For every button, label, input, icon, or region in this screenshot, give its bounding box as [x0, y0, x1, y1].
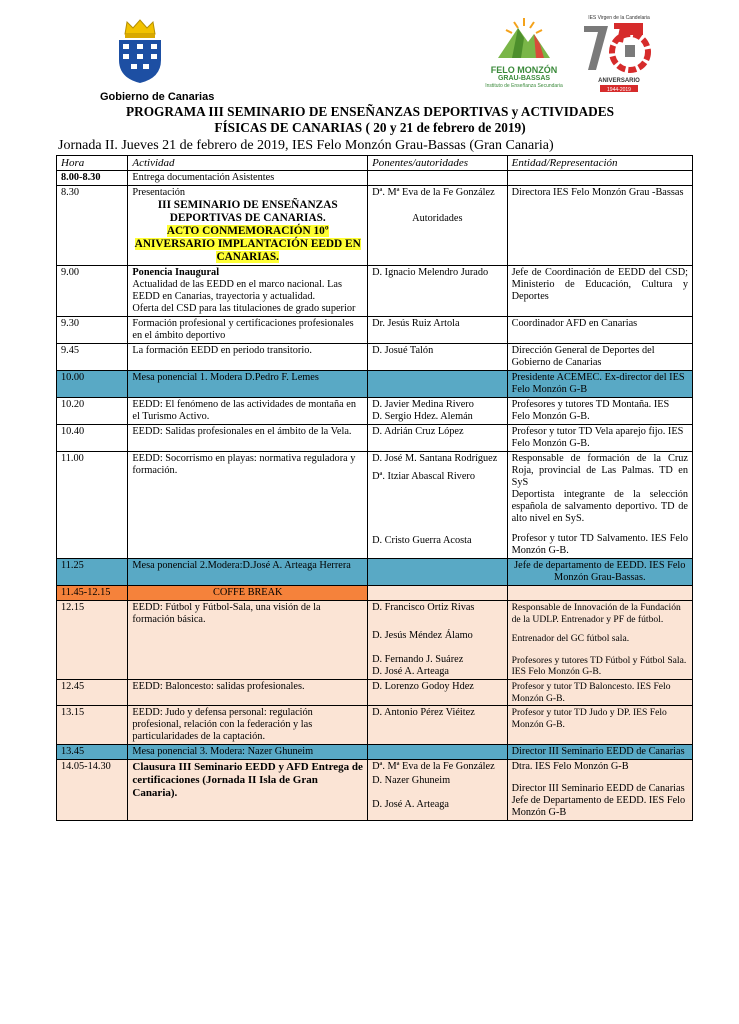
row-entidad: [507, 586, 692, 601]
row-ponentes: [368, 398, 508, 425]
anniversary-logo: [578, 12, 660, 96]
row-hora: 9.00: [57, 266, 128, 317]
row-entidad: [507, 171, 692, 186]
row-hora: 10.00: [57, 371, 128, 398]
row-actividad: [128, 266, 368, 317]
seven-digit-icon: [584, 26, 608, 70]
speaker-name: D. José A. Arteaga: [372, 666, 449, 677]
logo-bar: [0, 0, 739, 103]
entity-text: Responsable de formación de la Cruz Roja, provincial de Las Palmas. TD en SyS: [511, 453, 688, 488]
row-actividad: EEDD: Fútbol y Fútbol-Sala, una visión de la formación básica.: [128, 601, 368, 680]
row-ponentes: [368, 760, 508, 821]
program-table: [56, 155, 693, 821]
felo-tiny: Instituto de Enseñanza Secundaria: [485, 83, 563, 89]
row-hora: 14.05-14.30: [57, 760, 128, 821]
speaker-name: D. José A. Arteaga: [372, 799, 449, 810]
row-actividad: La formación EEDD en periodo transitorio.: [128, 344, 368, 371]
row-actividad: EEDD: Judo y defensa personal: regulación profesional, relación con la federación y las particularidades de la captación.: [128, 706, 368, 745]
entity-text: Profesores y tutores TD Fútbol y Fútbol Sala. IES Felo Monzón G-B.: [511, 654, 687, 677]
row-actividad: Formación profesional y certificaciones profesionales en el ámbito deportivo: [128, 317, 368, 344]
five-digit-icon: [614, 26, 640, 42]
row-actividad: Clausura III Seminario EEDD y AFD Entrega de certificaciones (Jornada II Isla de Gran Canaria).: [128, 760, 368, 821]
entity-text: Deportista integrante de la selección española de salvamento deportivo. TD de alto nivel en SyS.: [511, 489, 688, 524]
activity-text: Actualidad de las EEDD en el marco nacional. Las EEDD en Canarias, trayectoria y actualidad.: [132, 279, 342, 302]
row-hora: 9.30: [57, 317, 128, 344]
row-entidad: Profesor y tutor TD Vela aparejo fijo. IES Felo Monzón G-B.: [507, 425, 692, 452]
row-actividad: Mesa ponencial 2.Modera:D.José A. Arteaga Herrera: [128, 559, 368, 586]
gobierno-canarias-logo: [100, 18, 215, 103]
table-row: [57, 171, 693, 186]
row-actividad: EEDD: Socorrismo en playas: normativa reguladora y formación.: [128, 452, 368, 559]
row-actividad: EEDD: Salidas profesionales en el ámbito de la Vela.: [128, 425, 368, 452]
entity-text: Director III Seminario EEDD de Canarias: [511, 783, 685, 794]
row-ponentes: [368, 745, 508, 760]
row-entidad: Dirección General de Deportes del Gobierno de Canarias: [507, 344, 692, 371]
row-ponentes: [368, 186, 508, 266]
table-row: [57, 371, 693, 398]
row-entidad: Presidente ACEMEC. Ex-director del IES Felo Monzón G-B: [507, 371, 692, 398]
row-entidad: Coordinador AFD en Canarias: [507, 317, 692, 344]
row-entidad: Jefe de Coordinación de EEDD del CSD; Ministerio de Educación, Cultura y Deportes: [507, 266, 692, 317]
mountain-sun-icon: [494, 14, 554, 60]
entity-text: Jefe de Departamento de EEDD. IES Felo Monzón G-B: [511, 795, 686, 818]
row-hora: 10.40: [57, 425, 128, 452]
table-row: [57, 706, 693, 745]
row-actividad: Entrega documentación Asistentes: [128, 171, 368, 186]
row-ponentes: D. Lorenzo Godoy Hdez: [368, 680, 508, 706]
program-title-line-2: FÍSICAS DE CANARIAS ( 20 y 21 de febrero de 2019): [214, 120, 526, 135]
row-ponentes: D. Ignacio Melendro Jurado: [368, 266, 508, 317]
col-header-hora: Hora: [57, 156, 128, 171]
speaker-name: Dª. Mª Eva de la Fe González: [372, 761, 495, 772]
table-row: [57, 760, 693, 821]
row-entidad: Directora IES Felo Monzón Grau -Bassas: [507, 186, 692, 266]
felo-sub: GRAU-BASSAS: [497, 75, 551, 82]
row-hora: 12.45: [57, 680, 128, 706]
speaker-name: D. Javier Medina Rivero: [372, 399, 474, 410]
row-ponentes: D. Adrián Cruz López: [368, 425, 508, 452]
program-subtitle: Jornada II. Jueves 21 de febrero de 2019, IES Felo Monzón Grau-Bassas (Gran Canaria): [58, 138, 554, 153]
row-ponentes: [368, 559, 508, 586]
row-actividad: [128, 186, 368, 266]
activity-seminar-title: III SEMINARIO DE ENSEÑANZAS DEPORTIVAS DE CANARIAS.: [157, 199, 338, 224]
program-title-line-1: PROGRAMA III SEMINARIO DE ENSEÑANZAS DEPORTIVAS y ACTIVIDADES: [125, 104, 615, 119]
row-ponentes: D. Josué Talón: [368, 344, 508, 371]
row-hora: 11.25: [57, 559, 128, 586]
col-header-actividad: Actividad: [128, 156, 368, 171]
speaker-name: D. Sergio Hdez. Alemán: [372, 411, 473, 422]
coat-of-arms-icon: [113, 18, 167, 84]
table-row: [57, 317, 693, 344]
anniv-label: ANIVERSARIO: [598, 78, 640, 84]
activity-intro: Presentación: [132, 187, 185, 198]
row-hora: 13.15: [57, 706, 128, 745]
speaker-name: D. Fernando J. Suárez: [372, 654, 464, 665]
row-ponentes: Dr. Jesús Ruiz Artola: [368, 317, 508, 344]
row-entidad: [507, 601, 692, 680]
table-header-row: [57, 156, 693, 171]
row-entidad: [507, 452, 692, 559]
table-row: [57, 425, 693, 452]
speaker-name: D. Francisco Ortiz Rivas: [372, 602, 475, 613]
felo-monzon-logo: [478, 14, 570, 89]
speaker-name: D. Cristo Guerra Acosta: [372, 535, 472, 546]
table-row: [57, 452, 693, 559]
col-header-ponentes: Ponentes/autoridades: [368, 156, 508, 171]
row-actividad: Mesa ponencial 3. Modera: Nazer Ghuneim: [128, 745, 368, 760]
row-hora: 9.45: [57, 344, 128, 371]
speaker-name: Autoridades: [412, 213, 463, 224]
row-hora: 12.15: [57, 601, 128, 680]
table-row: [57, 186, 693, 266]
row-actividad: COFFE BREAK: [128, 586, 368, 601]
row-ponentes: [368, 171, 508, 186]
speaker-name: D. Jesús Méndez Álamo: [372, 630, 473, 641]
table-row: [57, 559, 693, 586]
row-entidad: [507, 760, 692, 821]
table-row: [57, 680, 693, 706]
row-hora: 11.45-12.15: [57, 586, 128, 601]
col-header-entidad: Entidad/Representación: [507, 156, 692, 171]
row-entidad: Jefe de departamento de EEDD. IES Felo Monzón Grau-Bassas.: [507, 559, 692, 586]
anniv-years: 1944-2019: [607, 87, 631, 93]
entity-text: Profesor y tutor TD Salvamento. IES Felo Monzón G-B.: [511, 533, 688, 556]
activity-heading: Ponencia Inaugural: [132, 267, 220, 278]
table-row: [57, 344, 693, 371]
gobierno-name: Gobierno de Canarias: [100, 91, 215, 103]
table-row: [57, 398, 693, 425]
speaker-name: D. Nazer Ghuneim: [372, 775, 451, 786]
row-ponentes: [368, 371, 508, 398]
row-hora: 8.30: [57, 186, 128, 266]
row-entidad: Profesores y tutores TD Montaña. IES Felo Monzón G-B.: [507, 398, 692, 425]
speaker-name: Dª. Itziar Abascal Rivero: [372, 471, 475, 482]
row-hora: 8.00-8.30: [57, 171, 128, 186]
anniv-top-text: IES Virgen de la Candelaria: [588, 15, 650, 21]
table-row: [57, 266, 693, 317]
entity-text: Entrenador del GC fútbol sala.: [511, 633, 630, 644]
entity-text: Dtra. IES Felo Monzón G-B: [511, 761, 629, 772]
activity-highlight: ACTO CONMEMORACIÓN 10º ANIVERSARIO IMPLANTACIÓN EEDD EN CANARIAS.: [134, 225, 361, 263]
row-hora: 10.20: [57, 398, 128, 425]
entity-text: Responsable de Innovación de la Fundación de la UDLP. Entrenador y PF de fútbol.: [511, 602, 681, 625]
row-hora: 11.00: [57, 452, 128, 559]
row-ponentes: [368, 586, 508, 601]
row-actividad: Mesa ponencial 1. Modera D.Pedro F. Lemes: [128, 371, 368, 398]
table-row: [57, 745, 693, 760]
row-actividad: EEDD: El fenómeno de las actividades de montaña en el Turismo Activo.: [128, 398, 368, 425]
row-ponentes: [368, 452, 508, 559]
row-ponentes: D. Antonio Pérez Viéitez: [368, 706, 508, 745]
speaker-name: D. José M. Santana Rodríguez: [372, 453, 498, 464]
row-entidad: Director III Seminario EEDD de Canarias: [507, 745, 692, 760]
row-entidad: Profesor y tutor TD Baloncesto. IES Felo Monzón G-B.: [507, 680, 692, 706]
row-entidad: Profesor y tutor TD Judo y DP. IES Felo Monzón G-B.: [507, 706, 692, 745]
row-actividad: EEDD: Baloncesto: salidas profesionales.: [128, 680, 368, 706]
row-ponentes: [368, 601, 508, 680]
activity-text: Oferta del CSD para las titulaciones de grado superior: [132, 303, 356, 314]
felo-name: FELO MONZÓN: [490, 65, 558, 75]
table-row-coffee-break: [57, 586, 693, 601]
row-hora: 13.45: [57, 745, 128, 760]
table-row: [57, 601, 693, 680]
speaker-name: Dª. Mª Eva de la Fe González: [372, 187, 495, 198]
